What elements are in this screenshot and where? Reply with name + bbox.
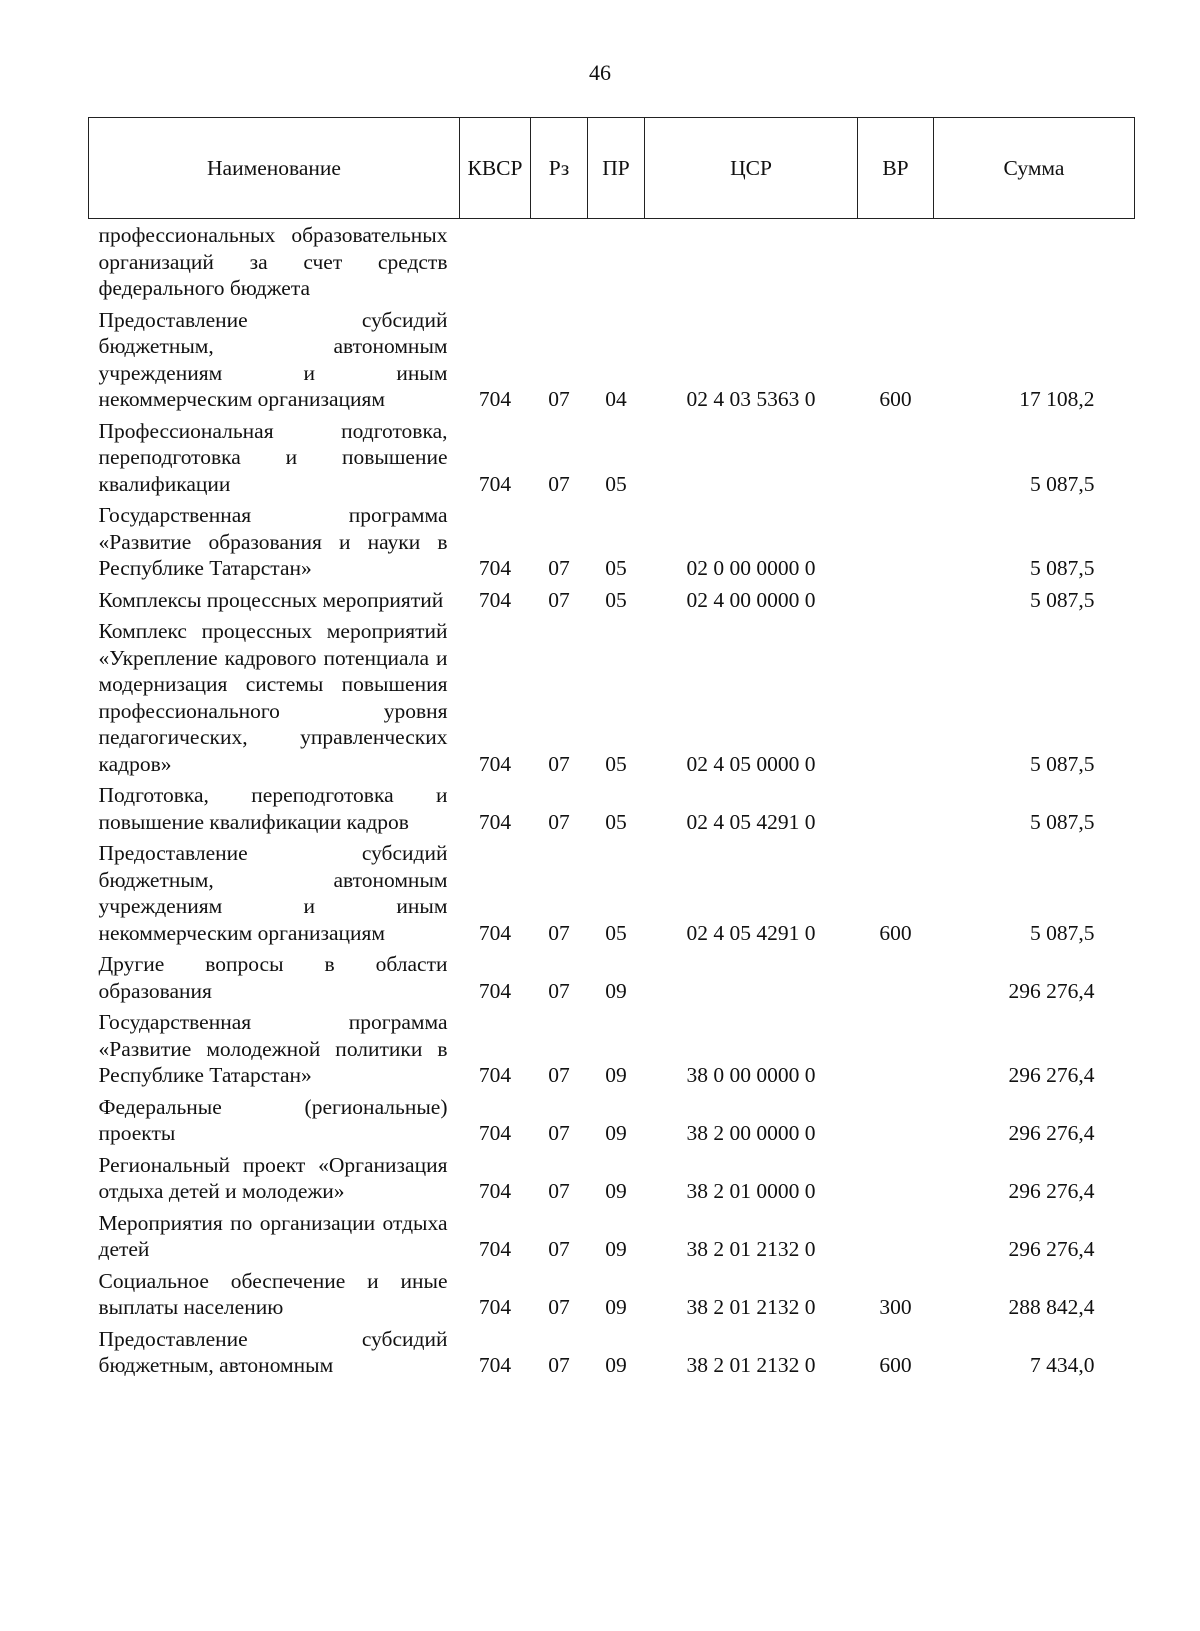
row-name: профессиональных образовательных организаций за счет средств федерального бюджета	[98, 223, 448, 300]
row-csr: 02 4 05 4291 0	[686, 809, 816, 834]
table-row	[89, 499, 1135, 584]
row-name: Социальное обеспечение и иные выплаты населению	[98, 1268, 448, 1319]
row-csr	[645, 219, 858, 304]
row-kvsr	[460, 219, 531, 304]
row-vr	[858, 779, 934, 837]
row-vr	[858, 415, 934, 500]
row-pr: 09	[605, 1237, 627, 1261]
row-vr	[858, 1006, 934, 1091]
row-sum: 5 087,5	[1030, 587, 1095, 612]
row-csr: 38 2 01 2132 0	[686, 1353, 816, 1377]
row-rz: 07	[548, 920, 570, 945]
row-pr: 05	[605, 751, 627, 776]
row-pr: 05	[605, 809, 627, 834]
row-rz: 07	[548, 1295, 570, 1319]
row-pr: 05	[605, 556, 627, 580]
row-rz: 07	[548, 809, 570, 834]
row-kvsr: 704	[478, 1237, 512, 1261]
row-rz: 07	[548, 978, 570, 1003]
row-rz: 07	[548, 751, 570, 776]
row-name: Региональный проект «Организация отдыха детей и молодежи»	[98, 1152, 448, 1203]
table-body	[89, 219, 1135, 1381]
table-row	[89, 415, 1135, 500]
row-csr: 38 0 00 0000 0	[686, 1063, 816, 1087]
row-vr	[858, 1091, 934, 1149]
row-vr	[858, 499, 934, 584]
table-row	[89, 304, 1135, 415]
row-kvsr: 704	[478, 587, 512, 612]
row-csr: 02 4 03 5363 0	[686, 387, 816, 411]
row-sum: 5 087,5	[1030, 751, 1095, 776]
row-sum: 5 087,5	[1030, 809, 1095, 834]
table-row	[89, 837, 1135, 948]
row-rz: 07	[548, 471, 570, 496]
row-csr: 02 0 00 0000 0	[686, 556, 816, 580]
row-kvsr: 704	[478, 978, 512, 1003]
budget-table	[88, 117, 1135, 1381]
row-sum: 17 108,2	[1019, 387, 1095, 411]
row-vr	[858, 584, 934, 616]
table-row	[89, 948, 1135, 1006]
row-sum: 296 276,4	[1008, 1121, 1095, 1145]
row-pr: 09	[605, 1353, 627, 1377]
table-row	[89, 1323, 1135, 1381]
row-name: Государственная программа «Развитие молодежной политики в Республике Татарстан»	[98, 1010, 448, 1087]
row-name: Подготовка, переподготовка и повышение квалификации кадров	[98, 783, 448, 834]
row-sum: 7 434,0	[1030, 1353, 1095, 1377]
row-pr: 04	[605, 387, 627, 411]
row-kvsr: 704	[478, 387, 512, 411]
row-pr: 05	[605, 587, 627, 612]
row-csr: 02 4 05 4291 0	[686, 920, 816, 945]
row-rz: 07	[548, 587, 570, 612]
row-pr: 09	[605, 978, 627, 1003]
header-csr: ЦСР	[645, 118, 858, 219]
row-csr: 38 2 00 0000 0	[686, 1121, 816, 1145]
row-pr: 09	[605, 1179, 627, 1203]
row-kvsr: 704	[478, 1295, 512, 1319]
row-sum: 5 087,5	[1030, 556, 1095, 580]
row-vr	[858, 1149, 934, 1207]
row-sum: 288 842,4	[1008, 1295, 1095, 1319]
row-kvsr: 704	[478, 809, 512, 834]
row-sum: 5 087,5	[1030, 920, 1095, 945]
row-csr	[645, 948, 858, 1006]
row-csr: 38 2 01 2132 0	[686, 1295, 816, 1319]
row-kvsr: 704	[478, 1063, 512, 1087]
row-pr: 09	[605, 1063, 627, 1087]
row-pr: 09	[605, 1121, 627, 1145]
row-sum: 296 276,4	[1008, 1179, 1095, 1203]
header-sum: Сумма	[934, 118, 1135, 219]
row-kvsr: 704	[478, 1179, 512, 1203]
row-rz: 07	[548, 556, 570, 580]
row-sum: 296 276,4	[1008, 978, 1095, 1003]
row-sum: 296 276,4	[1008, 1237, 1095, 1261]
row-name: Профессиональная подготовка, переподготовка и повышение квалификации	[98, 418, 448, 496]
row-kvsr: 704	[478, 920, 512, 945]
row-kvsr: 704	[478, 751, 512, 776]
row-rz: 07	[548, 1063, 570, 1087]
header-rz: Рз	[531, 118, 588, 219]
table-row	[89, 779, 1135, 837]
header-kvsr: КВСР	[460, 118, 531, 219]
header-pr: ПР	[588, 118, 645, 219]
row-name: Федеральные (региональные) проекты	[98, 1094, 448, 1145]
row-vr: 600	[879, 920, 912, 945]
row-sum: 5 087,5	[1030, 471, 1095, 496]
row-vr: 300	[879, 1295, 912, 1319]
row-rz: 07	[548, 387, 570, 411]
row-name: Комплекс процессных мероприятий «Укрепление кадрового потенциала и модернизация системы повышения профессионального уровня педагогических, управленческих кадров»	[98, 619, 448, 776]
row-csr: 02 4 05 0000 0	[686, 751, 816, 776]
row-pr: 05	[605, 920, 627, 945]
row-vr: 600	[879, 1353, 912, 1377]
row-csr: 38 2 01 0000 0	[686, 1179, 816, 1203]
row-csr: 02 4 00 0000 0	[686, 587, 816, 612]
row-rz	[531, 219, 588, 304]
row-rz: 07	[548, 1353, 570, 1377]
row-kvsr: 704	[478, 471, 512, 496]
table-row	[89, 615, 1135, 779]
table-row	[89, 1091, 1135, 1149]
row-vr	[858, 948, 934, 1006]
table-row	[89, 219, 1135, 304]
row-vr	[858, 219, 934, 304]
page-number: 46	[589, 60, 611, 85]
row-rz: 07	[548, 1121, 570, 1145]
table-row	[89, 1265, 1135, 1323]
row-name: Другие вопросы в области образования	[98, 952, 448, 1003]
row-kvsr: 704	[478, 1353, 512, 1377]
row-pr: 09	[605, 1295, 627, 1319]
row-pr	[588, 219, 645, 304]
table-row	[89, 1149, 1135, 1207]
table-header	[89, 118, 1135, 219]
row-pr: 05	[605, 471, 627, 496]
row-sum: 296 276,4	[1008, 1063, 1095, 1087]
row-sum	[934, 219, 1135, 304]
row-name: Мероприятия по организации отдыха детей	[98, 1210, 448, 1261]
row-kvsr: 704	[478, 556, 512, 580]
header-vr: ВР	[858, 118, 934, 219]
row-rz: 07	[548, 1179, 570, 1203]
row-kvsr: 704	[478, 1121, 512, 1145]
row-vr: 600	[879, 387, 912, 411]
row-csr	[645, 415, 858, 500]
table-row	[89, 1006, 1135, 1091]
row-csr: 38 2 01 2132 0	[686, 1237, 816, 1261]
row-rz: 07	[548, 1237, 570, 1261]
row-name: Комплексы процессных мероприятий	[98, 587, 444, 612]
row-name: Государственная программа «Развитие образования и науки в Республике Татарстан»	[98, 503, 448, 580]
table-row	[89, 1207, 1135, 1265]
row-vr	[858, 615, 934, 779]
header-name: Наименование	[89, 118, 460, 219]
row-vr	[858, 1207, 934, 1265]
row-name: Предоставление субсидий бюджетным, автономным учреждениям и иным некоммерческим организациям	[98, 841, 448, 945]
table-row	[89, 584, 1135, 616]
row-name: Предоставление субсидий бюджетным, автономным учреждениям и иным некоммерческим организациям	[98, 307, 448, 411]
row-name: Предоставление субсидий бюджетным, автономным	[98, 1326, 448, 1377]
